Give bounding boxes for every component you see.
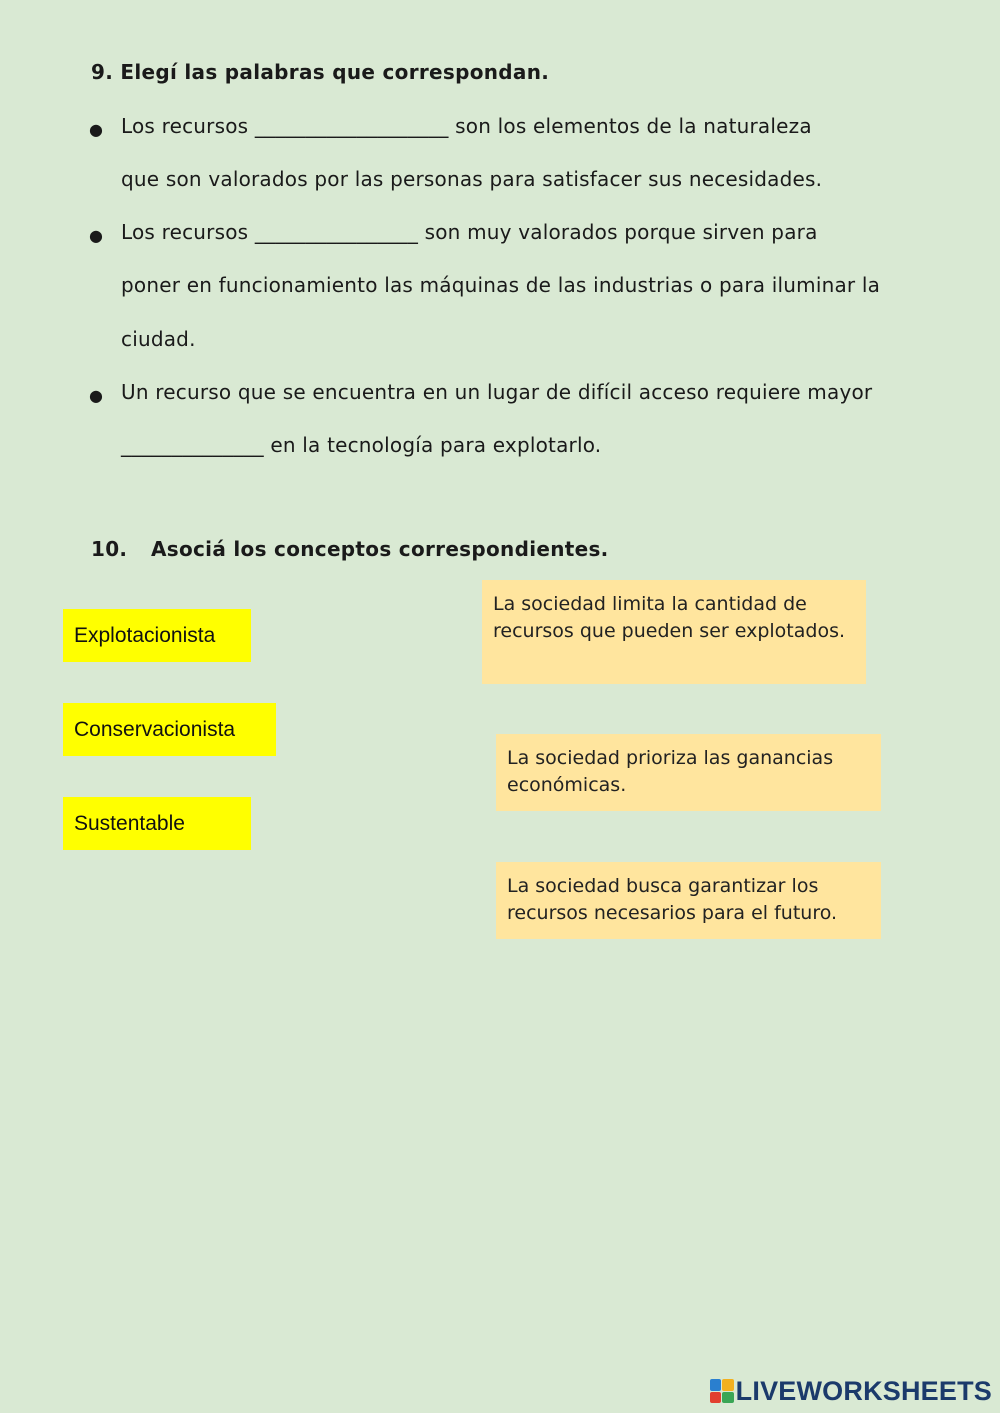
q9-line-1: Los recursos ___________________ son los elementos de la naturaleza xyxy=(121,114,812,138)
liveworksheets-logo xyxy=(710,1375,992,1407)
question-10-title xyxy=(91,537,609,561)
bullet-icon: ● xyxy=(89,386,103,405)
concept-sustentable[interactable]: Sustentable xyxy=(63,797,251,850)
concept-explotacionista[interactable]: Explotacionista xyxy=(63,609,251,662)
definition-garantizar[interactable]: La sociedad busca garantizar los recursos necesarios para el futuro. xyxy=(496,862,881,939)
definition-prioriza[interactable]: La sociedad prioriza las ganancias económicas. xyxy=(496,734,881,811)
liveworksheets-logo-icon xyxy=(710,1379,734,1403)
bullet-icon: ● xyxy=(89,120,103,139)
question-9-title: 9. Elegí las palabras que correspondan. xyxy=(91,60,550,84)
question-10-number: 10. xyxy=(91,537,128,561)
q9-line-2: que son valorados por las personas para satisfacer sus necesidades. xyxy=(121,167,823,191)
bullet-icon: ● xyxy=(89,226,103,245)
q9-line-6: Un recurso que se encuentra en un lugar de difícil acceso requiere mayor xyxy=(121,380,873,404)
logo-text: LIVEWORKSHEETS xyxy=(735,1375,992,1406)
q9-line-3: Los recursos ________________ son muy valorados porque sirven para xyxy=(121,220,818,244)
q9-line-7: ______________ en la tecnología para explotarlo. xyxy=(121,433,602,457)
q9-line-4: poner en funcionamiento las máquinas de las industrias o para iluminar la xyxy=(121,273,881,297)
definition-limita[interactable]: La sociedad limita la cantidad de recursos que pueden ser explotados. xyxy=(482,580,866,684)
question-10-text: Asociá los conceptos correspondientes. xyxy=(151,537,609,561)
concept-conservacionista[interactable]: Conservacionista xyxy=(63,703,276,756)
q9-line-5: ciudad. xyxy=(121,327,196,351)
